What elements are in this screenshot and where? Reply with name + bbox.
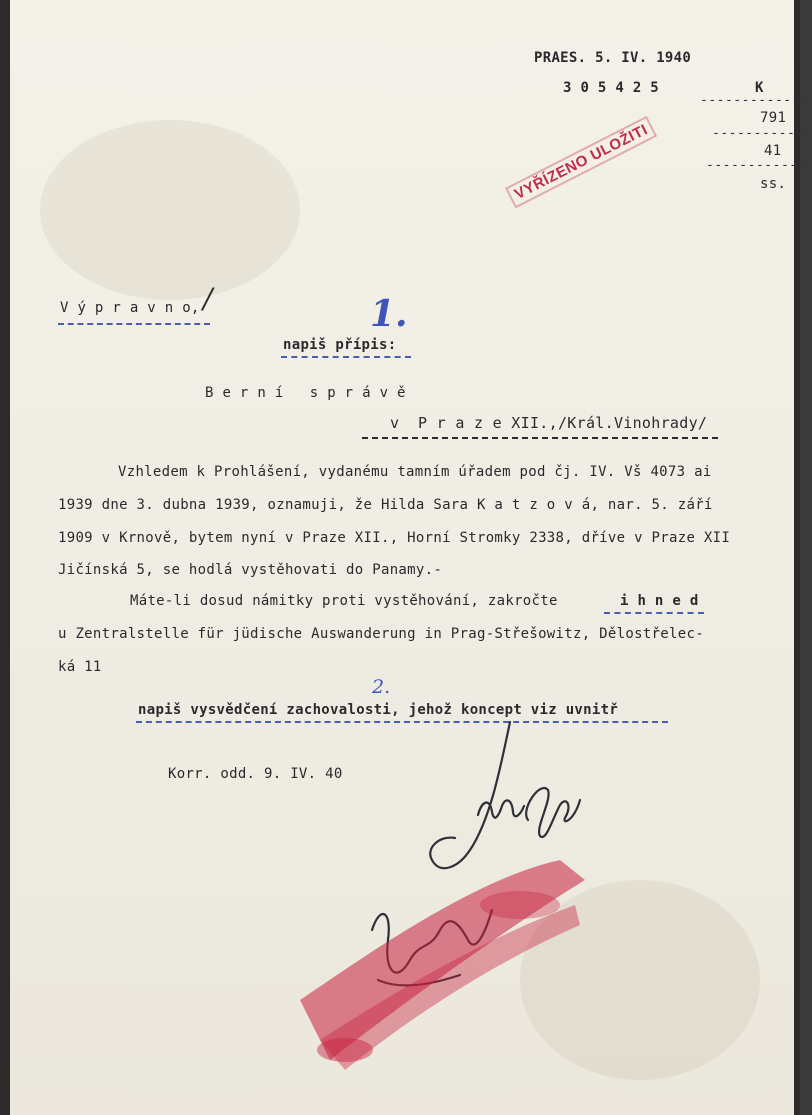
item-two-text: napiš vysvědčení zachovalosti, jehož koncept viz uvnitř [138, 702, 619, 718]
header-reference-number: 3 0 5 4 2 5 [563, 80, 660, 96]
paragraph1-line: Vzhledem k Prohlášení, vydanému tamním úřadem pod čj. IV. Vš 4073 ai [118, 464, 712, 480]
header-ref-line-3: ss. [760, 176, 787, 192]
header-place-date: PRAES. 5. IV. 1940 [534, 50, 692, 66]
header-divider: ------------ [706, 158, 806, 173]
recipient-line-1: B e r n í s p r á v ě [205, 385, 406, 401]
header-ref-line-1: 791 [760, 110, 787, 126]
handwritten-tick-mark: / [203, 282, 213, 315]
handwritten-item-number-1: 1. [370, 293, 408, 335]
paragraph1-line: 1909 v Krnově, bytem nyní v Praze XII., Horní Stromky 2338, dříve v Praze XII [58, 530, 731, 546]
instruction-heading: V ý p r a v n o, [60, 300, 200, 316]
paragraph2-emphasis: i h n e d [620, 593, 699, 609]
recipient-line-2: v P r a z e XII.,/Král.Vinohrady/ [390, 414, 708, 432]
header-ref-line-2: 41 [764, 143, 782, 159]
handwritten-item-number-2: 2. [372, 676, 391, 698]
red-seal-smudge [300, 860, 585, 1070]
paragraph2-line-3: ká 11 [58, 659, 102, 675]
item-one-title: napiš přípis: [283, 337, 397, 353]
paragraph1-line: Jičínská 5, se hodlá vystěhovati do Panamy.- [58, 562, 443, 578]
header-ref-letter: K [755, 80, 764, 96]
vyrizeno-stamp: VYŘÍZENO ULOŽITI [505, 116, 657, 209]
header-divider: ------------ [712, 126, 812, 141]
paragraph1-line: 1939 dne 3. dubna 1939, oznamuji, že Hilda Sara K a t z o v á, nar. 5. září [58, 497, 713, 513]
footer-note: Korr. odd. 9. IV. 40 [168, 766, 343, 782]
header-divider: ------------- [700, 93, 809, 108]
paragraph2-line-2: u Zentralstelle für jüdische Auswanderung in Prag-Střešowitz, Dělostřelec- [58, 626, 704, 642]
paragraph2-line-1: Máte-li dosud námitky proti vystěhování, zakročte [130, 593, 558, 609]
